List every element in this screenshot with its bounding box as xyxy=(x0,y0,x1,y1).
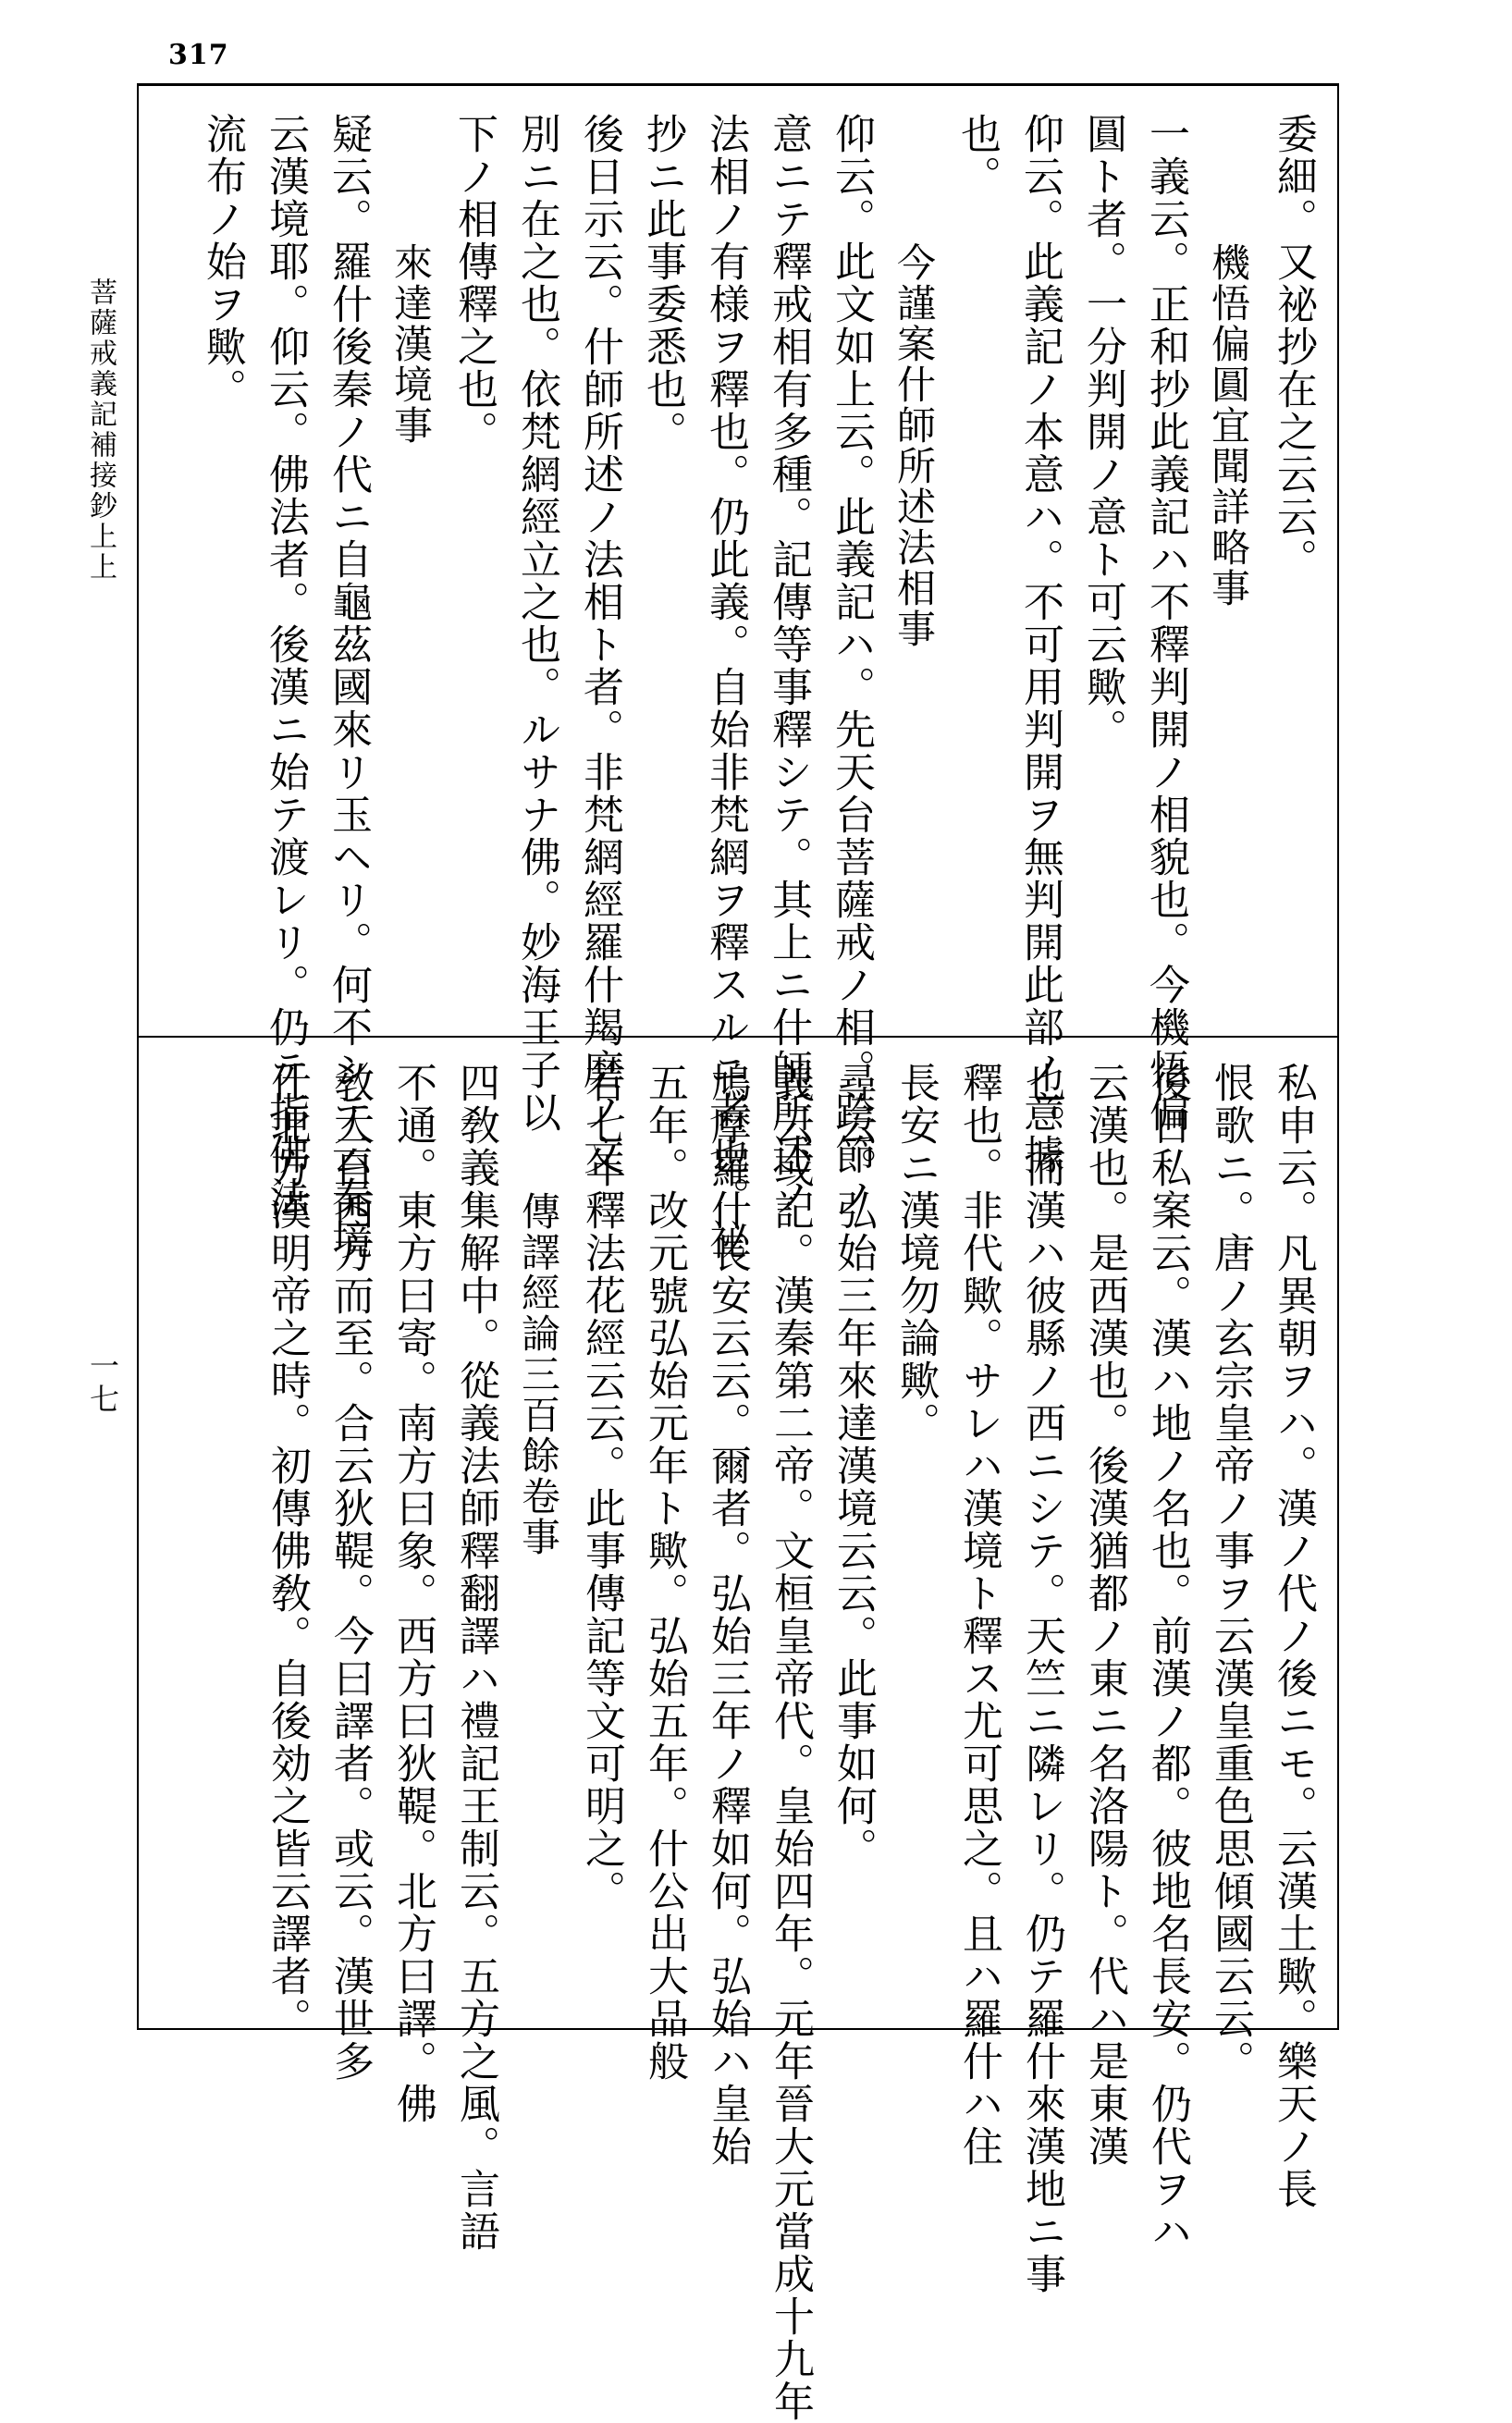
lower-column-17: 仕北方漢明帝之時。初傳佛敎。自後効之皆云譯者。 xyxy=(264,1062,311,2040)
lower-column-10: 鳩摩羅什長安云云。爾者。弘始三年ノ釋如何。弘始ハ皇始 xyxy=(704,1062,751,2168)
lower-column-1: 私申云。凡異朝ヲハ。漢ノ代ノ後ニモ。云漢土歟。樂天ノ長 xyxy=(1270,1062,1317,2210)
upper-column-5: 仰云。此義記ノ本意ハ。不可用判開ヲ無判開此部ノ意據 xyxy=(1016,113,1063,1176)
lower-column-7: 長安ニ漢境勿論歟。 xyxy=(892,1062,940,1445)
lower-column-12: 若七年釋法花經云云。此事傳記等文可明之。 xyxy=(578,1062,625,1913)
upper-column-4: 圓ト者。一分判開ノ意ト可云歟。 xyxy=(1079,113,1126,751)
lower-column-8: 尋云。弘始三年來達漢境云云。此事如何。 xyxy=(830,1062,877,1870)
section-heading-3: 來達漢境事 xyxy=(388,242,434,446)
upper-column-18: 流布ノ始ヲ歟。 xyxy=(199,113,246,411)
upper-column-12: 後日示云。什師所述ノ法相ト者。非梵網經羅什羯磨ノ文 xyxy=(576,113,623,1176)
lower-column-14: 四敎義集解中。從義法師釋翻譯ハ禮記王制云。五方之風。言語 xyxy=(452,1062,499,2253)
upper-column-14: 下ノ相傳釋之也。 xyxy=(450,113,498,453)
lower-column-16: 敎大自西方而至。合云狄鞮。今曰譯者。或云。漢世多 xyxy=(326,1062,374,2083)
section-heading-1: 機悟偏圓宜聞詳略事 xyxy=(1206,242,1251,609)
lower-column-2: 恨歌ニ。唐ノ玄宗皇帝ノ事ヲ云漢皇重色思傾國云云。 xyxy=(1207,1062,1254,2083)
section-heading-4: 傳譯經論三百餘卷事 xyxy=(516,1191,561,1557)
upper-column-8: 仰云。此文如上云。此義記ハ。先天台菩薩戒ノ相。跨節ノ xyxy=(828,113,875,1219)
upper-column-10: 法相ノ有様ヲ釋也。仍此義。自始非梵網ヲ釋スルニ者也。祕 xyxy=(702,113,749,1261)
upper-column-13: 別ニ在之也。依梵網經立之也。ルサナ佛。妙海王子以 xyxy=(513,113,560,1134)
lower-column-3: 後日私案云。漢ハ地ノ名也。前漢ノ都。彼地名長安。仍代ヲハ xyxy=(1144,1062,1191,2253)
upper-column-3: 一義云。正和抄此義記ハ不釋判開ノ相貌也。今機悟偏 xyxy=(1142,113,1189,1134)
upper-column-11: 抄ニ此事委悉也。 xyxy=(639,113,686,453)
upper-column-17: 云漢境耶。仰云。佛法者。後漢ニ始テ渡レリ。仍テ指佛法 xyxy=(262,113,309,1219)
section-heading-2: 今謹案什師所述法相事 xyxy=(891,242,937,649)
lower-column-11: 五年。改元號弘始元年ト歟。弘始五年。什公出大品般 xyxy=(641,1062,688,2083)
page-number: 317 xyxy=(168,39,229,71)
running-title: 菩薩戒義記補接鈔上上 xyxy=(84,277,117,583)
upper-column-16: 疑云。羅什後秦ノ代ニ自龜茲國來リ玉ヘリ。何不シテ云秦境 xyxy=(325,113,372,1261)
frame-top-rule xyxy=(137,83,1339,86)
lower-column-15: 不通。東方曰寄。南方曰象。西方曰狄鞮。北方曰譯。佛 xyxy=(389,1062,436,2125)
upper-column-9: 意ニテ釋戒相有多種。記傳等事釋シテ。其上ニ什師所述ノ xyxy=(765,113,812,1219)
folio-number: 一七 xyxy=(85,1350,120,1417)
lower-column-4: 云漢也。是西漢也。後漢猶都ノ東ニ名洛陽ト。代ハ是東漢 xyxy=(1081,1062,1128,2168)
lower-column-5: 也。而漢ハ彼縣ノ西ニシテ。天竺ニ隣レリ。仍テ羅什來漢地ニ事 xyxy=(1018,1062,1065,2295)
lower-column-6: 釋也。非代歟。サレハ漢境ト釋ス尤可思之。且ハ羅什ハ住 xyxy=(955,1062,1002,2168)
upper-column-1: 委細。又祕抄在之云云。 xyxy=(1270,113,1317,581)
lower-column-9: 義云或記。漢秦第二帝。文桓皇帝代。皇始四年。元年晉大元當成十九年 xyxy=(767,1062,814,2423)
upper-column-6: 也。 xyxy=(953,113,1001,198)
